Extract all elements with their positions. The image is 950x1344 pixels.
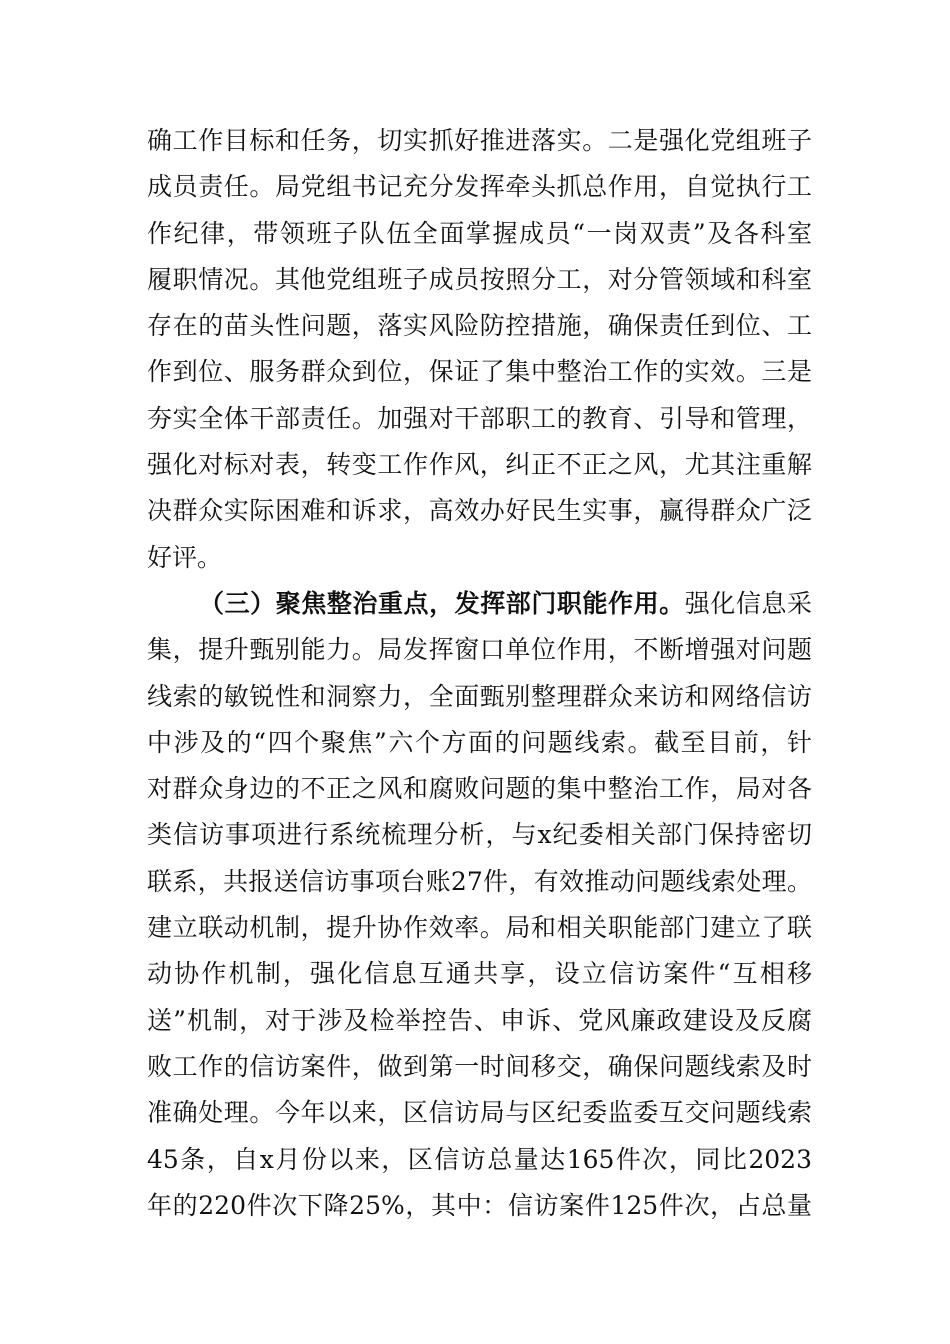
- text-line: 45条，自x月份以来，区信访总量达165件次，同比2023: [147, 1144, 812, 1174]
- text-line: 履职情况。其他党组班子成员按照分工，对分管领域和科室: [147, 264, 812, 294]
- text-line: 作纪律，带领班子队伍全面掌握成员“一岗双责”及各科室: [147, 218, 812, 248]
- text-line: 夯实全体干部责任。加强对干部职工的教育、引导和管理，: [147, 403, 812, 433]
- text-line: 成员责任。局党组书记充分发挥牵头抓总作用，自觉执行工: [147, 172, 812, 202]
- text-line: 作到位、服务群众到位，保证了集中整治工作的实效。三是: [147, 357, 812, 387]
- text-line: 存在的苗头性问题，落实风险防控措施，确保责任到位、工: [147, 311, 812, 341]
- text-line: 动协作机制，强化信息互通共享，设立信访案件“互相移: [147, 959, 812, 989]
- text-line: 决群众实际困难和诉求，高效办好民生实事，赢得群众广泛: [147, 496, 812, 526]
- text-line: 准确处理。今年以来，区信访局与区纪委监委互交问题线索: [147, 1098, 812, 1128]
- text-line: 强化对标对表，转变工作作风，纠正不正之风，尤其注重解: [147, 450, 812, 480]
- body-text: [147, 118, 812, 1229]
- section-first-line: [147, 581, 812, 627]
- text-line: 联系，共报送信访事项台账27件，有效推动问题线索处理。: [147, 866, 812, 896]
- text-line: 年的220件次下降25%，其中：信访案件125件次，占总量: [147, 1190, 812, 1220]
- section-first-line-rest: 强化信息采: [684, 588, 812, 618]
- text-line: 中涉及的“四个聚焦”六个方面的问题线索。截至目前，针: [147, 727, 812, 757]
- text-line: 确工作目标和任务，切实抓好推进落实。二是强化党组班子: [147, 126, 812, 155]
- text-line: 类信访事项进行系统梳理分析，与x纪委相关部门保持密切: [147, 820, 812, 850]
- text-line: 好评。: [147, 542, 223, 572]
- text-line: 对群众身边的不正之风和腐败问题的集中整治工作，局对各: [147, 774, 812, 804]
- text-line: 线索的敏锐性和洞察力，全面甄别整理群众来访和网络信访: [147, 681, 812, 711]
- text-line: 送”机制，对于涉及检举控告、申诉、党风廉政建设及反腐: [147, 1005, 812, 1035]
- text-line: 败工作的信访案件，做到第一时间移交，确保问题线索及时: [147, 1051, 812, 1081]
- section-heading: （三）聚焦整治重点，发挥部门职能作用。: [199, 588, 685, 618]
- text-line: 建立联动机制，提升协作效率。局和相关职能部门建立了联: [147, 913, 812, 943]
- text-line: 集，提升甄别能力。局发挥窗口单位作用，不断增强对问题: [147, 635, 812, 665]
